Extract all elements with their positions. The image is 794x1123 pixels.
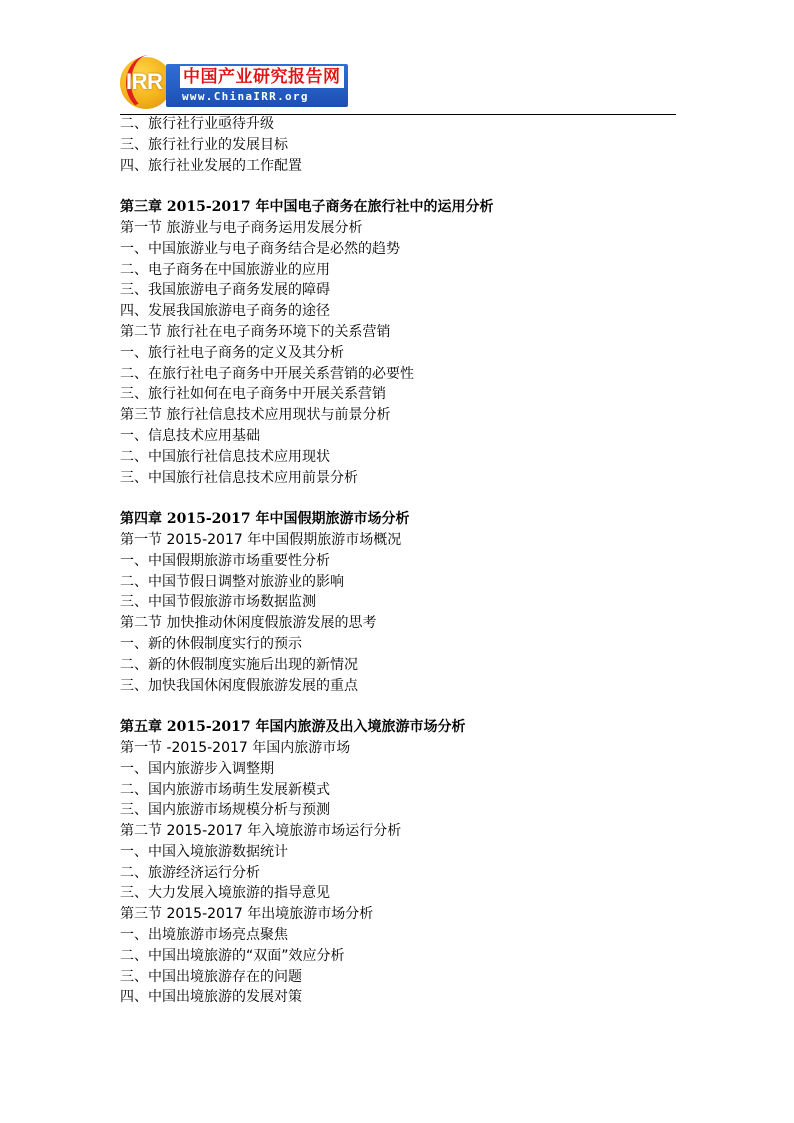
toc-entry: 一、中国假期旅游市场重要性分析: [120, 552, 330, 569]
toc-entry: 第二节 2015-2017 年入境旅游市场运行分析: [120, 823, 402, 840]
toc-entry: 三、旅行社行业的发展目标: [120, 136, 288, 153]
toc-entry: 一、旅行社电子商务的定义及其分析: [120, 344, 344, 361]
toc-entry: 二、中国节假日调整对旅游业的影响: [120, 573, 344, 590]
chapter-heading: 第三章 2015-2017 年中国电子商务在旅行社中的运用分析: [120, 199, 494, 216]
section-gap: [120, 176, 680, 197]
page-header: [120, 56, 676, 114]
toc-entry: 二、国内旅游市场萌生发展新模式: [120, 781, 330, 798]
toc-entry: 三、加快我国休闲度假旅游发展的重点: [120, 677, 358, 694]
toc-entry: 二、电子商务在中国旅游业的应用: [120, 261, 330, 278]
toc-entry: 一、新的休假制度实行的预示: [120, 635, 302, 652]
logo-site-name: 中国产业研究报告网: [180, 66, 344, 88]
chapter-heading: 第四章 2015-2017 年中国假期旅游市场分析: [120, 511, 410, 528]
toc-entry: 二、旅游经济运行分析: [120, 864, 260, 881]
toc-entry: 四、发展我国旅游电子商务的途径: [120, 303, 330, 320]
toc-entry: 第二节 旅行社在电子商务环境下的关系营销: [120, 323, 391, 340]
logo-url: www.ChinaIRR.org: [182, 90, 309, 103]
logo-letters: IRR: [126, 69, 163, 94]
toc-entry: 二、新的休假制度实施后出现的新情况: [120, 656, 358, 673]
toc-entry: 二、中国旅行社信息技术应用现状: [120, 448, 330, 465]
toc-entry: 第三节 旅行社信息技术应用现状与前景分析: [120, 407, 391, 424]
toc-entry: 三、中国出境旅游存在的问题: [120, 968, 302, 985]
toc-entry: 二、在旅行社电子商务中开展关系营销的必要性: [120, 365, 414, 382]
section-gap: [120, 488, 680, 509]
toc-entry: 第二节 加快推动休闲度假旅游发展的思考: [120, 615, 377, 632]
toc-entry: 一、中国入境旅游数据统计: [120, 843, 288, 860]
toc-entry: 一、中国旅游业与电子商务结合是必然的趋势: [120, 240, 400, 257]
toc-entry: 三、大力发展入境旅游的指导意见: [120, 885, 330, 902]
toc-entry: 一、信息技术应用基础: [120, 427, 260, 444]
toc-entry: 三、我国旅游电子商务发展的障碍: [120, 282, 330, 299]
toc-entry: 二、旅行社行业亟待升级: [120, 116, 274, 132]
table-of-contents: [120, 114, 680, 1008]
toc-entry: 二、中国出境旅游的“双面”效应分析: [120, 947, 345, 964]
toc-entry: 第一节 -2015-2017 年国内旅游市场: [120, 739, 351, 756]
toc-entry: 三、国内旅游市场规模分析与预测: [120, 802, 330, 819]
toc-entry: 一、国内旅游步入调整期: [120, 760, 274, 777]
chinairr-logo[interactable]: [120, 56, 348, 110]
toc-entry: 三、中国旅行社信息技术应用前景分析: [120, 469, 358, 486]
toc-entry: 一、出境旅游市场亮点聚焦: [120, 927, 288, 944]
toc-entry: 四、旅行社业发展的工作配置: [120, 157, 302, 174]
toc-entry: 第一节 旅游业与电子商务运用发展分析: [120, 219, 363, 236]
section-gap: [120, 696, 680, 717]
chapter-heading: 第五章 2015-2017 年国内旅游及出入境旅游市场分析: [120, 719, 466, 736]
toc-entry: 三、旅行社如何在电子商务中开展关系营销: [120, 386, 386, 403]
toc-entry: 第一节 2015-2017 年中国假期旅游市场概况: [120, 531, 402, 548]
toc-entry: 四、中国出境旅游的发展对策: [120, 989, 302, 1006]
toc-entry: 第三节 2015-2017 年出境旅游市场分析: [120, 906, 374, 923]
toc-entry: 三、中国节假旅游市场数据监测: [120, 594, 316, 611]
